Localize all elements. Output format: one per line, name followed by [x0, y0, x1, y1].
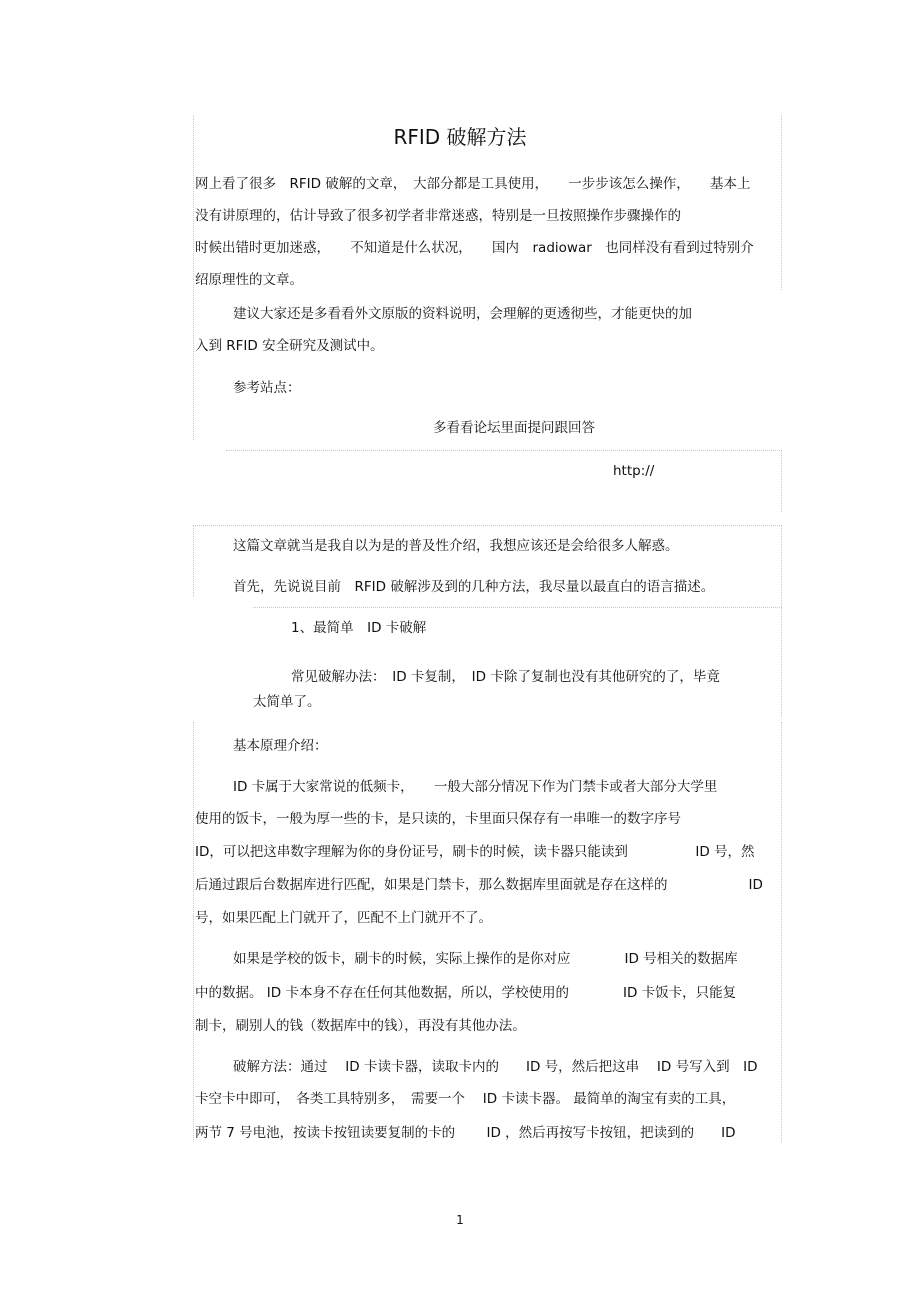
frame-line — [193, 722, 194, 1142]
paragraph-line: 如果是学校的饭卡，刷卡的时候，实际上操作的是你对应 ID 号相关的数据库 — [233, 951, 738, 967]
reference-forum-text: 多看看论坛里面提问跟回答 — [433, 420, 595, 436]
paragraph-line: 时候出错时更加迷惑， 不知道是什么状况， 国内 radiowar 也同样没有看到过特别介 — [195, 240, 754, 256]
paragraph-line: 首先，先说说目前 RFID 破解涉及到的几种方法，我尽量以最直白的语言描述。 — [233, 579, 715, 595]
paragraph-line: 入到 RFID 安全研究及测试中。 — [195, 338, 384, 354]
paragraph-line: 使用的饭卡，一般为厚一些的卡，是只读的，卡里面只保存有一串唯一的数字序号 — [195, 811, 681, 827]
frame-line — [781, 722, 782, 1142]
paragraph-line: 卡空卡中即可， 各类工具特别多， 需要一个 ID 卡读卡器。 最简单的淘宝有卖的工具， — [195, 1091, 736, 1107]
paragraph-line: 制卡，刷别人的钱（数据库中的钱），再没有其他办法。 — [195, 1018, 526, 1034]
reference-label: 参考站点： — [233, 380, 301, 396]
page-title: RFID 破解方法 — [393, 125, 527, 149]
paragraph-line: 两节 7 号电池，按读卡按钮读要复制的卡的 ID ，然后再按写卡按钮，把读到的 ID — [195, 1125, 736, 1141]
frame-line — [781, 607, 782, 717]
frame-line — [193, 525, 782, 526]
paragraph-line: 后通过跟后台数据库进行匹配，如果是门禁卡，那么数据库里面就是存在这样的 ID — [195, 877, 763, 893]
paragraph-line: 中的数据。 ID 卡本身不存在任何其他数据，所以，学校使用的 ID 卡饭卡，只能复 — [195, 985, 737, 1001]
basic-principle-label: 基本原理介绍： — [233, 738, 328, 754]
paragraph-line: ID 卡属于大家常说的低频卡， 一般大部分情况下作为门禁卡或者大部分大学里 — [233, 779, 718, 795]
frame-line — [781, 450, 782, 512]
section-heading: 1、最简单 ID 卡破解 — [291, 620, 427, 636]
paragraph-line: 没有讲原理的，估计导致了很多初学者非常迷惑，特别是一旦按照操作步骤操作的 — [195, 208, 681, 224]
frame-line — [253, 607, 782, 608]
frame-line — [193, 525, 194, 597]
frame-line — [781, 525, 782, 607]
paragraph-line: 网上看了很多 RFID 破解的文章， 大部分都是工具使用， 一步步该怎么操作， 基本上 — [195, 176, 751, 192]
reference-url-link[interactable]: http:// — [613, 463, 655, 479]
paragraph-line: 这篇文章就当是我自以为是的普及性介绍，我想应该还是会给很多人解惑。 — [233, 538, 679, 554]
paragraph-line: ID，可以把这串数字理解为你的身份证号，刷卡的时候，读卡器只能读到 ID 号，然 — [195, 844, 755, 860]
paragraph-line: 太简单了。 — [253, 694, 321, 710]
paragraph-line: 常见破解办法： ID 卡复制， ID 卡除了复制也没有其他研究的了，毕竟 — [291, 669, 720, 685]
frame-line — [193, 115, 194, 440]
paragraph-line: 破解方法：通过 ID 卡读卡器，读取卡内的 ID 号，然后把这串 ID 号写入到 ID — [233, 1059, 758, 1075]
frame-line — [226, 450, 782, 451]
paragraph-line: 建议大家还是多看看外文原版的资料说明，会理解的更透彻些，才能更快的加 — [233, 306, 692, 322]
paragraph-line: 绍原理性的文章。 — [195, 272, 303, 288]
page-number: 1 — [456, 1213, 464, 1227]
paragraph-line: 号，如果匹配上门就开了，匹配不上门就开不了。 — [195, 910, 492, 926]
